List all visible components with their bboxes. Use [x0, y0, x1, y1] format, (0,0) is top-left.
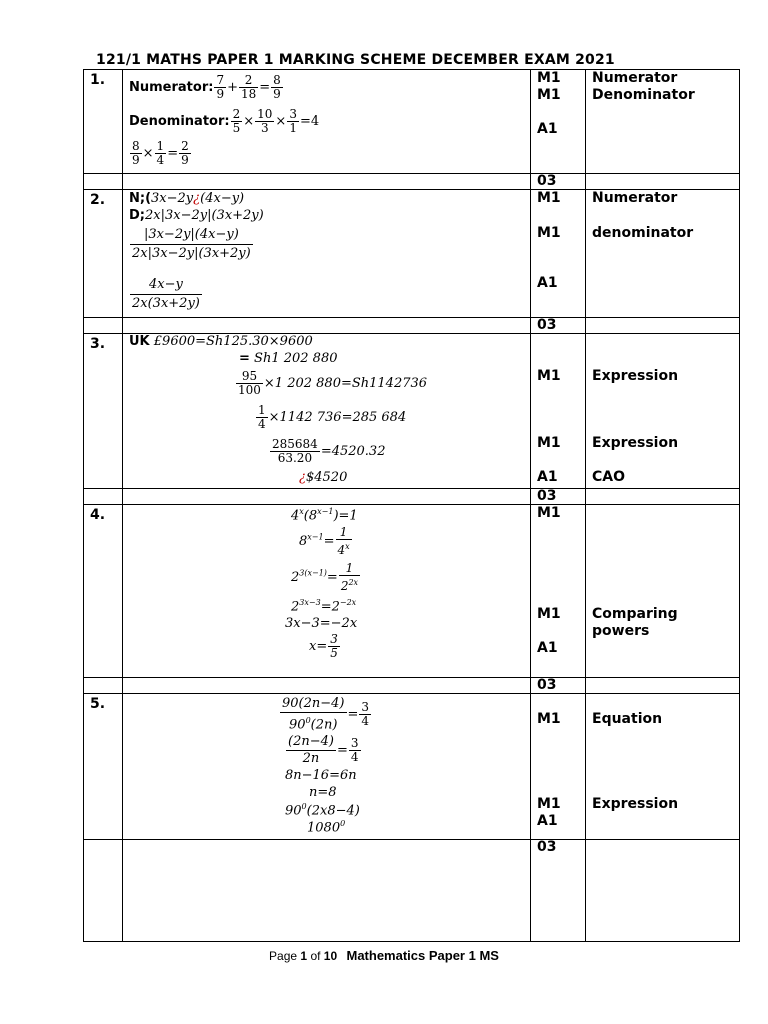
comment: Expression — [592, 435, 679, 451]
exponent: x — [299, 507, 304, 516]
mark: A1 — [537, 121, 558, 137]
exponent: x−1 — [307, 532, 324, 542]
page-number: 1 — [300, 949, 308, 963]
equals-sign: = — [239, 351, 250, 366]
frac-num: 1 — [156, 139, 165, 153]
question-4-working — [123, 505, 531, 678]
denominator-result: =4 — [299, 114, 320, 129]
uk-label: UK — [129, 334, 150, 349]
exponent: 3(x−1) — [299, 568, 327, 578]
equation-line: 3x−3=−2x — [285, 616, 358, 631]
frac-num: 2 — [232, 107, 241, 121]
comment: Expression — [592, 796, 679, 812]
frac-den: 9 — [181, 153, 189, 167]
total-row — [84, 318, 740, 334]
base: 4 — [337, 543, 346, 557]
frac-num: 3 — [350, 736, 359, 750]
comment: Expression — [592, 368, 679, 384]
frac-num: 285684 — [272, 437, 318, 451]
question-1-row — [84, 70, 740, 174]
frac-den: 4 — [156, 153, 165, 167]
frac-num: 3 — [289, 107, 297, 121]
dollar-answer: $4520 — [305, 470, 348, 485]
exponent: 0 — [301, 802, 307, 811]
frac-num: 10 — [257, 107, 273, 121]
mark: M1 — [537, 435, 561, 451]
frac-num: 8 — [132, 139, 140, 153]
mark: A1 — [537, 813, 558, 829]
exponent: x — [345, 542, 350, 551]
mark: A1 — [537, 469, 558, 485]
question-3-row — [84, 334, 740, 489]
glyph: ¿ — [193, 191, 201, 206]
numerator-label: Numerator: — [129, 80, 214, 95]
expression-rest: ×1 202 880=Sh1142736 — [263, 376, 428, 391]
comment: CAO — [592, 469, 626, 485]
base: 90 — [285, 803, 302, 819]
frac-num: 7 — [216, 73, 225, 87]
frac-num: 90(2n−4) — [282, 696, 345, 711]
frac-num: 2 — [239, 74, 258, 88]
d-label: D; — [129, 208, 145, 223]
frac-den: 4 — [361, 714, 370, 729]
comment: Comparing — [592, 606, 678, 622]
comments-cell — [586, 505, 740, 678]
question-2-working — [123, 190, 531, 318]
comments-cell — [586, 334, 740, 489]
exponent: 0 — [340, 819, 346, 828]
expr-part: )=1 — [333, 508, 358, 524]
expr-part: x= — [309, 639, 328, 654]
frac-den: 63.20 — [277, 451, 313, 465]
mark: M1 — [537, 711, 561, 727]
expr-part: (8 — [303, 508, 318, 524]
total-row — [84, 840, 740, 942]
page-word: Page — [269, 949, 298, 963]
frac-num: |3x−2y|(4x−y) — [130, 226, 253, 245]
comment: Equation — [592, 711, 663, 727]
comment: Numerator — [592, 70, 678, 86]
conversion-line: £9600=Sh125.30×9600 — [153, 334, 313, 349]
question-3-working — [123, 334, 531, 489]
question-number: 5. — [84, 694, 123, 840]
comment: denominator — [592, 225, 694, 241]
n-expression: 3x−2y — [151, 191, 194, 206]
comment: Denominator — [592, 87, 695, 103]
mark: M1 — [537, 505, 561, 521]
question-1-working: Numerator: $\frac{7}{9}$ + $\frac{2}{18}$ = $\frac{8}{9}$ Denominator: $\frac{2}{5}$ × $\frac{10}{3}$ × $\frac{3}{1}$ =4 $\frac{8}{9}$ × $\frac{1}{4}$ = $\frac{2}{9}$ — [123, 70, 531, 174]
frac-den: 1 — [289, 121, 297, 135]
question-4-row — [84, 505, 740, 678]
frac-den: 2n — [302, 751, 320, 766]
frac-den: 3 — [260, 121, 269, 135]
equation-line: 8n−16=6n — [285, 768, 357, 783]
expression-rest: ×1142 736=285 684 — [268, 410, 407, 425]
expression-rest: =4520.32 — [320, 444, 386, 459]
comments-cell — [586, 694, 740, 840]
mark: M1 — [537, 87, 561, 103]
exponent: 2x — [348, 578, 359, 587]
frac-den: 5 — [232, 121, 241, 135]
comment: powers — [592, 623, 650, 639]
question-5-row — [84, 694, 740, 840]
frac-den: 2x(3x+2y) — [132, 296, 200, 311]
exponent: −2x — [339, 598, 357, 607]
equals: = — [336, 743, 348, 758]
n-rest: (4x−y) — [200, 191, 245, 206]
page-total: 10 — [323, 949, 338, 963]
frac-num: 2 — [181, 139, 189, 153]
denominator-label: Denominator: — [129, 114, 230, 129]
of-word: of — [310, 949, 321, 963]
n-label: N;( — [129, 191, 152, 206]
total-mark: 03 — [531, 318, 586, 334]
frac-den: 9 — [132, 153, 140, 167]
page-footer — [0, 948, 768, 963]
expr-part: (2n) — [310, 717, 338, 733]
base: 2 — [340, 579, 349, 593]
marks-cell — [531, 190, 586, 318]
frac-den: 9 — [216, 87, 225, 101]
frac-den: 18 — [240, 87, 257, 101]
total-row — [84, 489, 740, 505]
frac-num: (2n−4) — [288, 734, 334, 749]
base: 1080 — [307, 820, 341, 836]
frac-den: 4 — [350, 750, 359, 764]
exponent: 3x−3 — [299, 598, 321, 607]
shilling-total: Sh1 202 880 — [254, 351, 338, 366]
question-5-working — [123, 694, 531, 840]
total-row — [84, 678, 740, 694]
marks-cell — [531, 334, 586, 489]
glyph: ¿ — [299, 470, 306, 485]
mark: A1 — [537, 640, 558, 656]
frac-den: 100 — [238, 383, 261, 397]
base: 90 — [289, 717, 306, 733]
expr-part: =2 — [320, 599, 340, 615]
expr-part: (2x8−4) — [306, 803, 360, 819]
mark: A1 — [537, 275, 558, 291]
comment: Numerator — [592, 190, 678, 206]
base: 2 — [291, 570, 300, 585]
equals: = — [326, 570, 338, 585]
question-number: 1. — [84, 70, 123, 174]
frac-num: 1 — [258, 403, 266, 417]
frac-den: 2x|3x−2y|(3x+2y) — [132, 246, 251, 261]
footer-subject: Mathematics Paper 1 MS — [346, 948, 499, 963]
question-2-row — [84, 190, 740, 318]
mark: M1 — [537, 796, 561, 812]
total-mark: 03 — [531, 174, 586, 190]
comments-cell — [586, 190, 740, 318]
comments-cell — [586, 70, 740, 174]
total-mark: 03 — [531, 678, 586, 694]
mark: M1 — [537, 190, 561, 206]
marks-cell — [531, 694, 586, 840]
base: 4 — [291, 508, 300, 524]
question-number: 4. — [84, 505, 123, 678]
marks-cell — [531, 505, 586, 678]
exponent: 0 — [305, 716, 311, 725]
frac-num: 8 — [273, 73, 281, 87]
total-mark: 03 — [531, 489, 586, 505]
base: 2 — [291, 599, 300, 615]
total-row — [84, 174, 740, 190]
mark: M1 — [537, 70, 561, 86]
mark: M1 — [537, 606, 561, 622]
frac-num: 1 — [336, 526, 352, 540]
mark: M1 — [537, 225, 561, 241]
equals: = — [323, 534, 335, 549]
frac-den: 5 — [330, 646, 338, 660]
equals: = — [347, 707, 359, 723]
question-number: 2. — [84, 190, 123, 318]
frac-num: 4x−y — [130, 276, 202, 295]
question-number: 3. — [84, 334, 123, 489]
marks-cell — [531, 70, 586, 174]
page-title: 121/1 MATHS PAPER 1 MARKING SCHEME DECEMBER EXAM 2021 — [96, 52, 615, 68]
mark: M1 — [537, 368, 561, 384]
frac-num: 3 — [361, 700, 370, 715]
d-expression: 2x|3x−2y|(3x+2y) — [145, 208, 264, 223]
exponent: x−1 — [317, 507, 334, 516]
total-mark: 03 — [531, 840, 586, 942]
equation-line: n=8 — [309, 785, 337, 800]
frac-num: 95 — [236, 370, 263, 384]
frac-num: 3 — [330, 632, 338, 646]
frac-den: 9 — [273, 87, 281, 101]
base: 8 — [299, 534, 308, 549]
marking-scheme-table — [83, 69, 740, 942]
frac-num: 1 — [339, 562, 360, 576]
frac-den: 4 — [258, 417, 266, 431]
